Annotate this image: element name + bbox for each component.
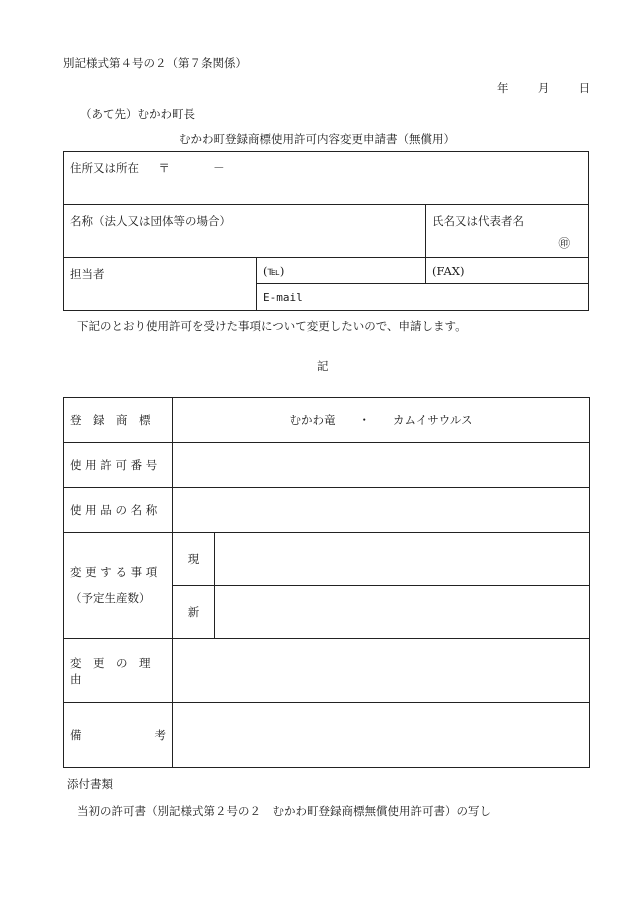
product-name-input[interactable]	[173, 488, 590, 533]
date-day-label: 日	[578, 81, 591, 95]
document-title: むかわ町登録商標使用許可内容変更申請書（無償用）	[179, 132, 455, 146]
registered-trademark-value: むかわ竜 ・ カムイサウルス	[289, 413, 473, 427]
fax-cell[interactable]	[426, 258, 589, 284]
registered-trademark-label: 登 録 商 標	[70, 413, 151, 427]
remarks-label-right: 考	[154, 728, 166, 742]
change-item-label: 変 更 す る 事 項	[70, 565, 158, 580]
permit-number-label-cell	[64, 443, 173, 488]
date-line	[497, 80, 590, 96]
organization-name-label: 名称（法人又は団体等の場合）	[70, 214, 231, 228]
registered-trademark-value-cell	[173, 398, 590, 443]
current-label-cell	[173, 533, 215, 586]
new-label: 新	[187, 605, 200, 619]
registered-trademark-label-cell	[64, 398, 173, 443]
reason-input[interactable]	[173, 639, 590, 703]
date-year-label: 年	[497, 81, 509, 95]
planned-production-label: （予定生産数）	[70, 590, 151, 605]
reason-label-cell	[64, 639, 173, 703]
remarks-label-left: 備	[70, 728, 82, 742]
contact-person-label: 担当者	[70, 267, 105, 281]
address-cell[interactable]	[64, 152, 589, 205]
remarks-label-cell	[64, 703, 173, 768]
current-value-input[interactable]	[215, 533, 590, 586]
product-name-label-cell	[64, 488, 173, 533]
product-name-label: 使 用 品 の 名 称	[70, 503, 158, 517]
current-label: 現	[187, 552, 200, 566]
applicant-table	[63, 151, 589, 311]
contact-person-cell[interactable]	[64, 258, 257, 311]
representative-name-label: 氏名又は代表者名	[432, 214, 524, 228]
new-value-input[interactable]	[215, 586, 590, 639]
representative-name-cell[interactable]	[426, 205, 589, 258]
tel-label: (℡)	[263, 264, 285, 278]
addressee: （あて先）むかわ町長	[80, 107, 195, 121]
permit-number-label: 使 用 許 可 番 号	[70, 458, 158, 472]
note-mark: 記	[317, 359, 329, 373]
seal-icon: ㊞	[558, 236, 570, 250]
fax-label: (FAX)	[432, 264, 465, 278]
date-month-label: 月	[537, 81, 550, 95]
form-number: 別記様式第４号の２（第７条関係）	[63, 56, 247, 70]
new-label-cell	[173, 586, 215, 639]
change-item-label-cell	[64, 533, 173, 639]
reason-label: 変 更 の 理 由	[70, 655, 162, 686]
details-table	[63, 397, 590, 768]
tel-cell[interactable]	[257, 258, 426, 284]
attachment-item: 当初の許可書（別記様式第２号の２ むかわ町登録商標無償使用許可書）の写し	[77, 804, 491, 818]
email-cell[interactable]	[257, 284, 589, 311]
address-label: 住所又は所在	[70, 161, 139, 175]
attachments-heading: 添付書類	[67, 777, 113, 791]
request-statement: 下記のとおり使用許可を受けた事項について変更したいので、申請します。	[77, 319, 467, 333]
postal-mark: 〒	[158, 161, 170, 175]
organization-name-cell[interactable]	[64, 205, 426, 258]
permit-number-input[interactable]	[173, 443, 590, 488]
remarks-input[interactable]	[173, 703, 590, 768]
email-label: E-mail	[263, 291, 303, 304]
postal-dash: －	[213, 161, 225, 175]
